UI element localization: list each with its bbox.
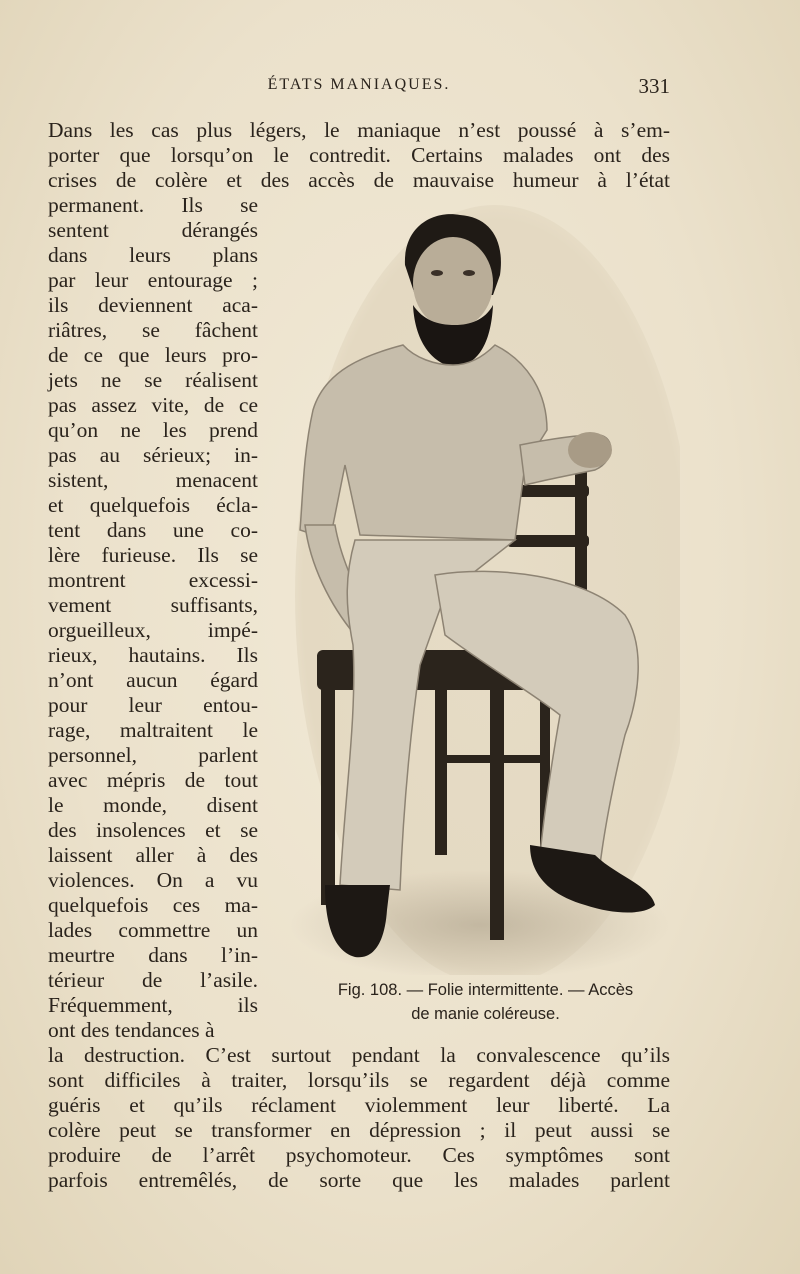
text-line: Dans les cas plus légers, le maniaque n’est poussé à s’em- [48,118,670,142]
text-line: lades commettre un [48,918,258,942]
text-line: ont des tendances à [48,1018,215,1042]
text-line: le monde, disent [48,793,258,817]
text-line: riâtres, se fâchent [48,318,258,342]
text-line: colère peut se transformer en dépression ; il peut aussi se [48,1118,670,1142]
caption-line: de manie coléreuse. [411,1005,560,1023]
text-line: orgueilleux, impé- [48,618,258,642]
text-line: pas assez vite, de ce [48,393,258,417]
text-line: n’ont aucun égard [48,668,258,692]
text-line: des insolences et se [48,818,258,842]
text-line: tent dans une co- [48,518,258,542]
text-line: sont difficiles à traiter, lorsqu’ils se regardent déjà comme [48,1068,670,1092]
running-title: ÉTATS MANIAQUES. [267,76,451,93]
text-line: sistent, menacent [48,468,258,492]
text-line: violences. On a vu [48,868,258,892]
page-number: 331 [638,74,670,98]
text-line: pas au sérieux; in- [48,443,258,467]
text-line: de ce que leurs pro- [48,343,258,367]
text-line: térieur de l’asile. [48,968,258,992]
text-line: produire de l’arrêt psychomoteur. Ces symptômes sont [48,1143,670,1167]
text-line: crises de colère et des accès de mauvaise humeur à l’état [48,168,670,192]
text-line: permanent. Ils se [48,193,258,217]
text-line: quelquefois ces ma- [48,893,258,917]
text-line: meurtre dans l’in- [48,943,258,967]
text-line: et quelquefois écla- [48,493,258,517]
text-line: jets ne se réalisent [48,368,258,392]
text-line: vement suffisants, [48,593,258,617]
text-line: avec mépris de tout [48,768,258,792]
text-line: personnel, parlent [48,743,258,767]
text-line: ils deviennent aca- [48,293,258,317]
text-line: rieux, hautains. Ils [48,643,258,667]
text-line: la destruction. C’est surtout pendant la convalescence qu’ils [48,1043,670,1067]
text-line: pour leur entou- [48,693,258,717]
text-line: sentent dérangés [48,218,258,242]
figure-caption [283,978,688,1026]
caption-line: Fig. 108. — Folie intermittente. — Accès [337,981,634,999]
figure-photograph [285,195,680,975]
text-line: rage, maltraitent le [48,718,258,742]
seated-man-photo [285,195,680,975]
text-line: guéris et qu’ils réclament violemment leur liberté. La [48,1093,670,1117]
text-line: par leur entourage ; [48,268,258,292]
text-line: qu’on ne les prend [48,418,258,442]
text-line: Fréquemment, ils [48,993,258,1017]
text-line: parfois entremêlés, de sorte que les malades parlent [48,1168,670,1192]
text-line: montrent excessi- [48,568,258,592]
text-line: porter que lorsqu’on le contredit. Certains malades ont des [48,143,670,167]
text-line: dans leurs plans [48,243,258,267]
text-line: laissent aller à des [48,843,258,867]
text-line: lère furieuse. Ils se [48,543,258,567]
page-header [48,74,670,104]
